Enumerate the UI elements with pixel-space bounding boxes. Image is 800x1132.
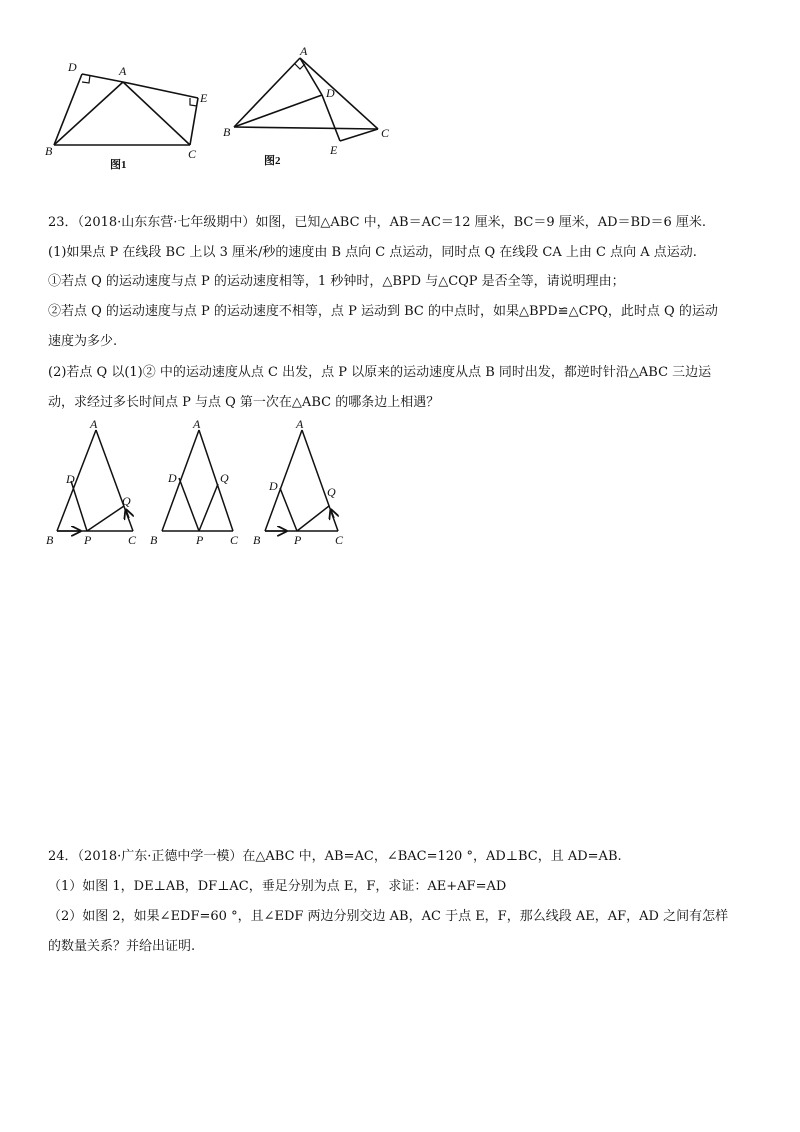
figure-2-caption: 图2 [264, 155, 281, 167]
label-C: C [381, 126, 390, 140]
figure-1 [45, 55, 225, 175]
q23-line-4: ②若点 Q 的运动速度与点 P 的运动速度不相等，点 P 运动到 BC 的中点时，如果△BPD≌△CPQ，此时点 Q 的运动 [48, 304, 718, 319]
figure-2-diagram [220, 40, 400, 175]
t1-label-D: D [66, 472, 75, 486]
figure-1-diagram [45, 55, 225, 175]
label-B: B [223, 125, 231, 139]
q23-line-5: 速度为多少. [48, 334, 118, 349]
t3-label-A: A [296, 418, 304, 431]
t2-label-A: A [193, 418, 201, 431]
t1-label-B: B [46, 533, 54, 547]
q23-line-2: (1)如果点 P 在线段 BC 上以 3 厘米/秒的速度由 B 点向 C 点运动，同时点 Q 在线段 CA 上由 C 点向 A 点运动. [48, 245, 697, 260]
q24-line-2: （1）如图 1，DE⊥AB，DF⊥AC，垂足分别为点 E，F，求证：AE+AF=AD [48, 879, 507, 894]
t1-label-P: P [84, 533, 92, 547]
figure-2 [220, 40, 400, 175]
t1-label-C: C [128, 533, 137, 547]
q23-line-6: (2)若点 Q 以(1)② 中的运动速度从点 C 出发，点 P 以原来的运动速度从点 B 同时出发，都逆时针沿△ABC 三边运 [48, 365, 712, 380]
label-C: C [188, 147, 197, 161]
q24-line-3: （2）如图 2，如果∠EDF=60 °，且∠EDF 两边分别交边 AB，AC 于点 E，F，那么线段 AE，AF，AD 之间有怎样 [48, 909, 729, 924]
figure-1-caption: 图1 [110, 159, 127, 171]
label-A: A [119, 64, 127, 78]
label-E: E [330, 143, 338, 157]
label-A: A [300, 44, 308, 58]
q24-line-4: 的数量关系？并给出证明. [48, 939, 196, 954]
t3-label-P: P [294, 533, 302, 547]
t2-label-D: D [168, 471, 177, 485]
q23-line-1: 23．（2018·山东东营·七年级期中）如图，已知△ABC 中，AB＝AC＝12 厘米，BC＝9 厘米，AD＝BD＝6 厘米. [48, 215, 707, 230]
q24-line-1: 24．（2018·广东·正德中学一模）在△ABC 中，AB=AC，∠BAC=120 °，AD⊥BC，且 AD=AB. [48, 849, 622, 864]
label-D: D [68, 60, 77, 74]
t2-label-B: B [150, 533, 158, 547]
label-B: B [45, 144, 53, 158]
t3-label-D: D [269, 479, 278, 493]
q23-line-7: 动，求经过多长时间点 P 与点 Q 第一次在△ABC 的哪条边上相遇？ [48, 395, 440, 410]
t2-label-Q: Q [220, 471, 229, 485]
t3-label-Q: Q [327, 485, 336, 499]
q23-triangles-diagram [40, 418, 360, 553]
t2-label-C: C [230, 533, 239, 547]
t3-label-B: B [253, 533, 261, 547]
t3-label-C: C [335, 533, 344, 547]
t1-label-Q: Q [122, 494, 131, 508]
q23-triangle-figures [40, 418, 360, 553]
label-E: E [200, 91, 208, 105]
q23-line-3: ①若点 Q 的运动速度与点 P 的运动速度相等，1 秒钟时，△BPD 与△CQP 是否全等，请说明理由； [48, 274, 625, 289]
label-D: D [326, 86, 335, 100]
t2-label-P: P [196, 533, 204, 547]
t1-label-A: A [90, 418, 98, 431]
